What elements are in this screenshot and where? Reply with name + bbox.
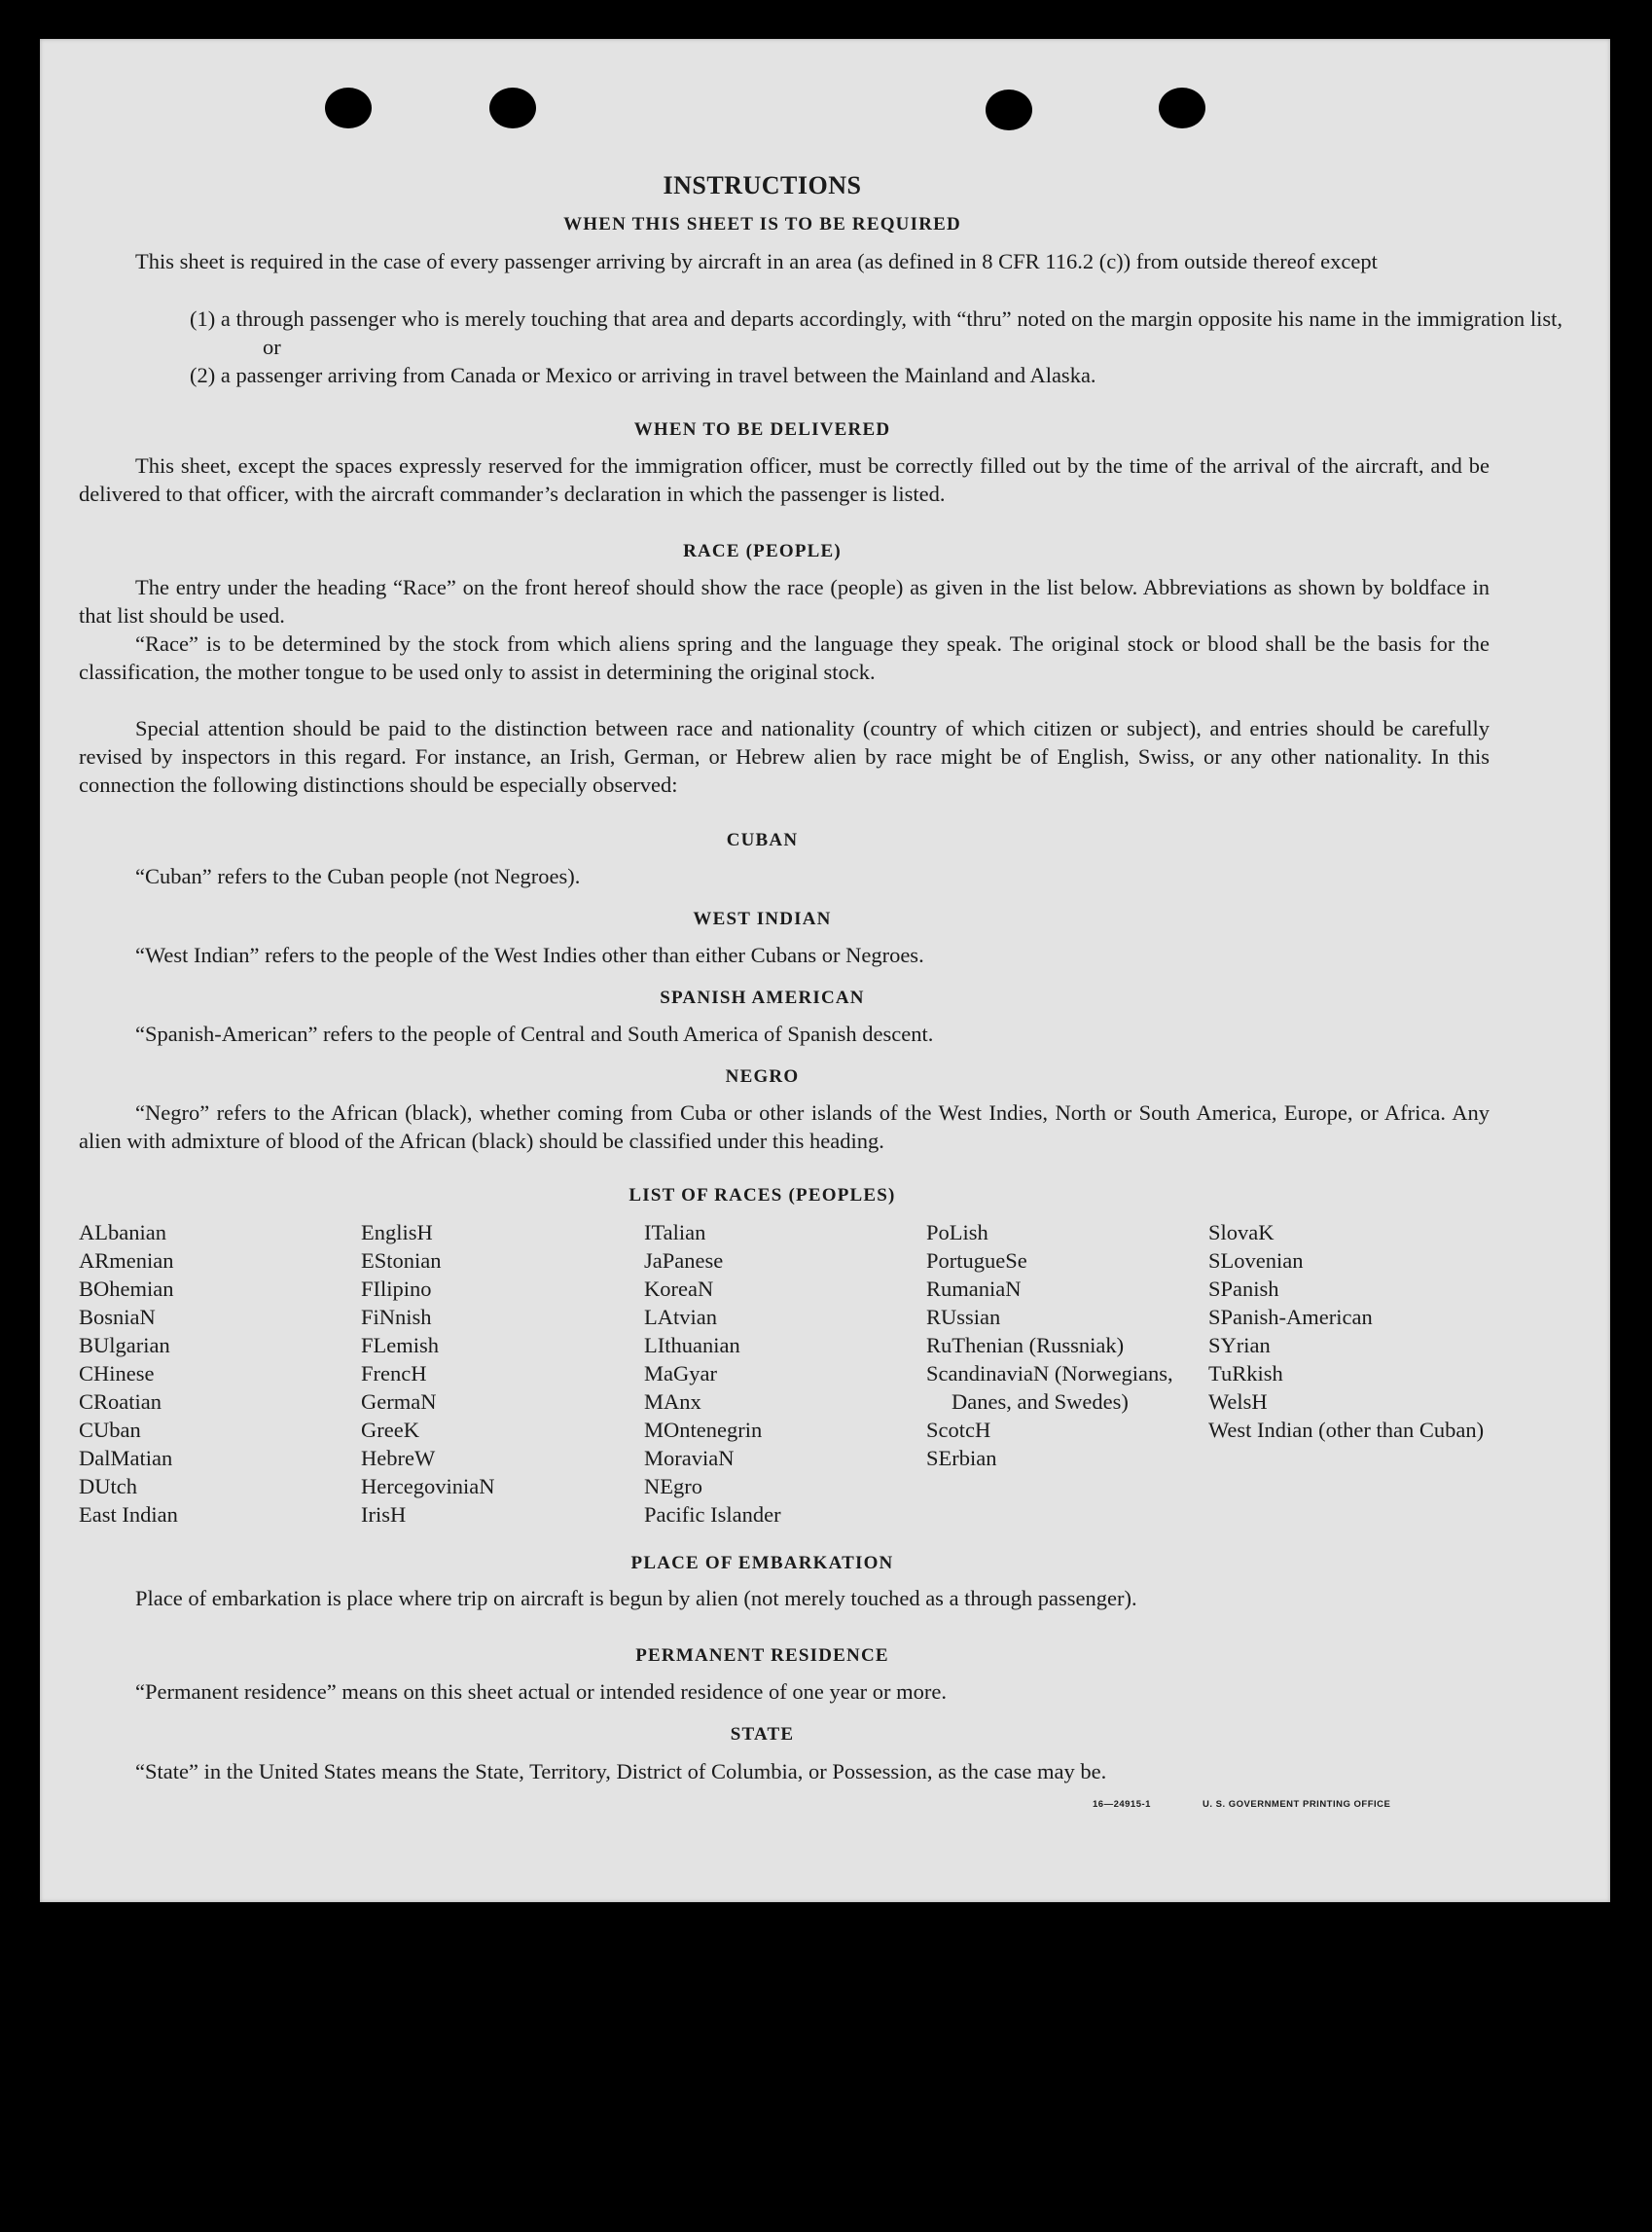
state-text: “State” in the United States means the State, Territory, District of Columbia, or Possession, as the case may be. <box>135 1759 1107 1783</box>
race-item: IrisH <box>361 1502 407 1527</box>
spanish-american-text: “Spanish-American” refers to the people of Central and South America of Spanish descent. <box>135 1022 934 1046</box>
section-heading-state: STATE <box>730 1724 795 1745</box>
footer-printer: U. S. GOVERNMENT PRINTING OFFICE <box>1203 1799 1391 1810</box>
race-item: ScandinaviaN (Norwegians, Danes, and Swedes) <box>926 1361 1173 1414</box>
race-item: West Indian (other than Cuban) <box>1208 1418 1485 1442</box>
races-column-5 <box>1208 1218 1490 1444</box>
race-item: RUssian <box>926 1305 1001 1329</box>
race-item: GermaN <box>361 1389 437 1414</box>
punch-hole <box>325 88 372 128</box>
race-item: DUtch <box>79 1474 137 1498</box>
race-item: Pacific Islander <box>644 1502 781 1527</box>
race-item: SPanish <box>1208 1277 1279 1301</box>
section-heading-negro: NEGRO <box>725 1066 800 1087</box>
race-item: RumaniaN <box>926 1277 1022 1301</box>
race-item: JaPanese <box>644 1248 724 1273</box>
race-paragraph-3: Special attention should be paid to the distinction between race and nationality (country of which citizen or subject), and entries should be carefully revised by inspectors in this regard. For instance, an Irish, German, or Hebrew alien by race might be of English, Swiss, or any other nationality. In this connection the following distinctions should be especially observed: <box>79 716 1490 797</box>
race-item: KoreaN <box>644 1277 714 1301</box>
race-item: ScotcH <box>926 1418 991 1442</box>
race-item: BosniaN <box>79 1305 156 1329</box>
race-item: EStonian <box>361 1248 442 1273</box>
race-item: DalMatian <box>79 1446 173 1470</box>
race-item: East Indian <box>79 1502 178 1527</box>
race-item: CRoatian <box>79 1389 162 1414</box>
races-column-2 <box>361 1218 633 1529</box>
page-title: INSTRUCTIONS <box>663 171 862 199</box>
punch-hole <box>1159 88 1205 128</box>
race-item: WelsH <box>1208 1389 1268 1414</box>
race-item: SlovaK <box>1208 1220 1275 1244</box>
cuban-text: “Cuban” refers to the Cuban people (not Negroes). <box>135 864 581 888</box>
race-item: LAtvian <box>644 1305 717 1329</box>
race-paragraph-1: The entry under the heading “Race” on the front hereof should show the race (people) as given in the list below. Abbreviations as shown by boldface in that list should be used. <box>79 575 1490 628</box>
section-heading-race: RACE (PEOPLE) <box>683 541 842 561</box>
west-indian-text: “West Indian” refers to the people of the West Indies other than either Cubans or Negroes. <box>135 943 924 967</box>
race-item: SErbian <box>926 1446 997 1470</box>
section-heading-cuban: CUBAN <box>726 830 799 850</box>
residence-text: “Permanent residence” means on this sheet actual or intended residence of one year or more. <box>135 1679 948 1704</box>
punch-hole <box>986 90 1032 130</box>
race-item: MaGyar <box>644 1361 717 1386</box>
race-item: CHinese <box>79 1361 155 1386</box>
race-item: MOntenegrin <box>644 1418 763 1442</box>
document-sheet <box>40 39 1610 1902</box>
negro-text: “Negro” refers to the African (black), whether coming from Cuba or other islands of the West Indies, North or South America, Europe, or Africa. Any alien with admixture of blood of the African (black) should be classified under this heading. <box>79 1100 1490 1153</box>
required-item-1: (1) a through passenger who is merely touching that area and departs accordingly, with “thru” noted on the margin opposite his name in the immigration list, or <box>190 306 1562 359</box>
race-item: LIthuanian <box>644 1333 740 1357</box>
race-item: ALbanian <box>79 1220 166 1244</box>
footer-form-code: 16—24915-1 <box>1093 1799 1151 1810</box>
race-item: HercegoviniaN <box>361 1474 495 1498</box>
race-item: SLovenian <box>1208 1248 1304 1273</box>
race-item: TuRkish <box>1208 1361 1283 1386</box>
section-heading-delivered: WHEN TO BE DELIVERED <box>633 419 891 440</box>
required-intro: This sheet is required in the case of every passenger arriving by aircraft in an area (as defined in 8 CFR 116.2 (c)) from outside thereof except <box>135 249 1378 273</box>
race-item: ITalian <box>644 1220 706 1244</box>
section-heading-spanish-american: SPANISH AMERICAN <box>660 988 865 1008</box>
race-paragraph-2: “Race” is to be determined by the stock from which aliens spring and the language they speak. The original stock or blood shall be the basis for the classification, the mother tongue to be used only to assist in determining the original stock. <box>79 631 1490 684</box>
race-item: SPanish-American <box>1208 1305 1373 1329</box>
section-heading-required: WHEN THIS SHEET IS TO BE REQUIRED <box>563 214 961 234</box>
race-item: MoraviaN <box>644 1446 735 1470</box>
race-item: PoLish <box>926 1220 988 1244</box>
race-item: RuThenian (Russniak) <box>926 1333 1125 1357</box>
race-item: FIlipino <box>361 1277 432 1301</box>
race-item: EnglisH <box>361 1220 433 1244</box>
punch-hole <box>489 88 536 128</box>
race-item: SYrian <box>1208 1333 1271 1357</box>
race-item: HebreW <box>361 1446 436 1470</box>
section-heading-embarkation: PLACE OF EMBARKATION <box>630 1553 894 1573</box>
embarkation-text: Place of embarkation is place where trip on aircraft is begun by alien (not merely touched as a through passenger). <box>135 1586 1137 1610</box>
required-item-2: (2) a passenger arriving from Canada or Mexico or arriving in travel between the Mainland and Alaska. <box>190 363 1096 387</box>
delivered-text: This sheet, except the spaces expressly reserved for the immigration officer, must be correctly filled out by the time of the arrival of the aircraft, and be delivered to that officer, with the aircraft commander’s declaration in which the passenger is listed. <box>79 453 1490 506</box>
race-item: FrencH <box>361 1361 427 1386</box>
race-item: BOhemian <box>79 1277 174 1301</box>
races-column-1 <box>79 1218 351 1529</box>
race-item: PortugueSe <box>926 1248 1027 1273</box>
races-column-3 <box>644 1218 916 1529</box>
race-item: NEgro <box>644 1474 702 1498</box>
section-heading-races-list: LIST OF RACES (PEOPLES) <box>628 1185 896 1206</box>
races-column-4 <box>926 1218 1191 1472</box>
race-item: CUban <box>79 1418 141 1442</box>
race-item: FiNnish <box>361 1305 432 1329</box>
race-item: GreeK <box>361 1418 419 1442</box>
race-item: MAnx <box>644 1389 701 1414</box>
section-heading-west-indian: WEST INDIAN <box>693 909 832 929</box>
race-item: ARmenian <box>79 1248 174 1273</box>
race-item: BUlgarian <box>79 1333 170 1357</box>
section-heading-residence: PERMANENT RESIDENCE <box>635 1645 889 1666</box>
race-item: FLemish <box>361 1333 440 1357</box>
